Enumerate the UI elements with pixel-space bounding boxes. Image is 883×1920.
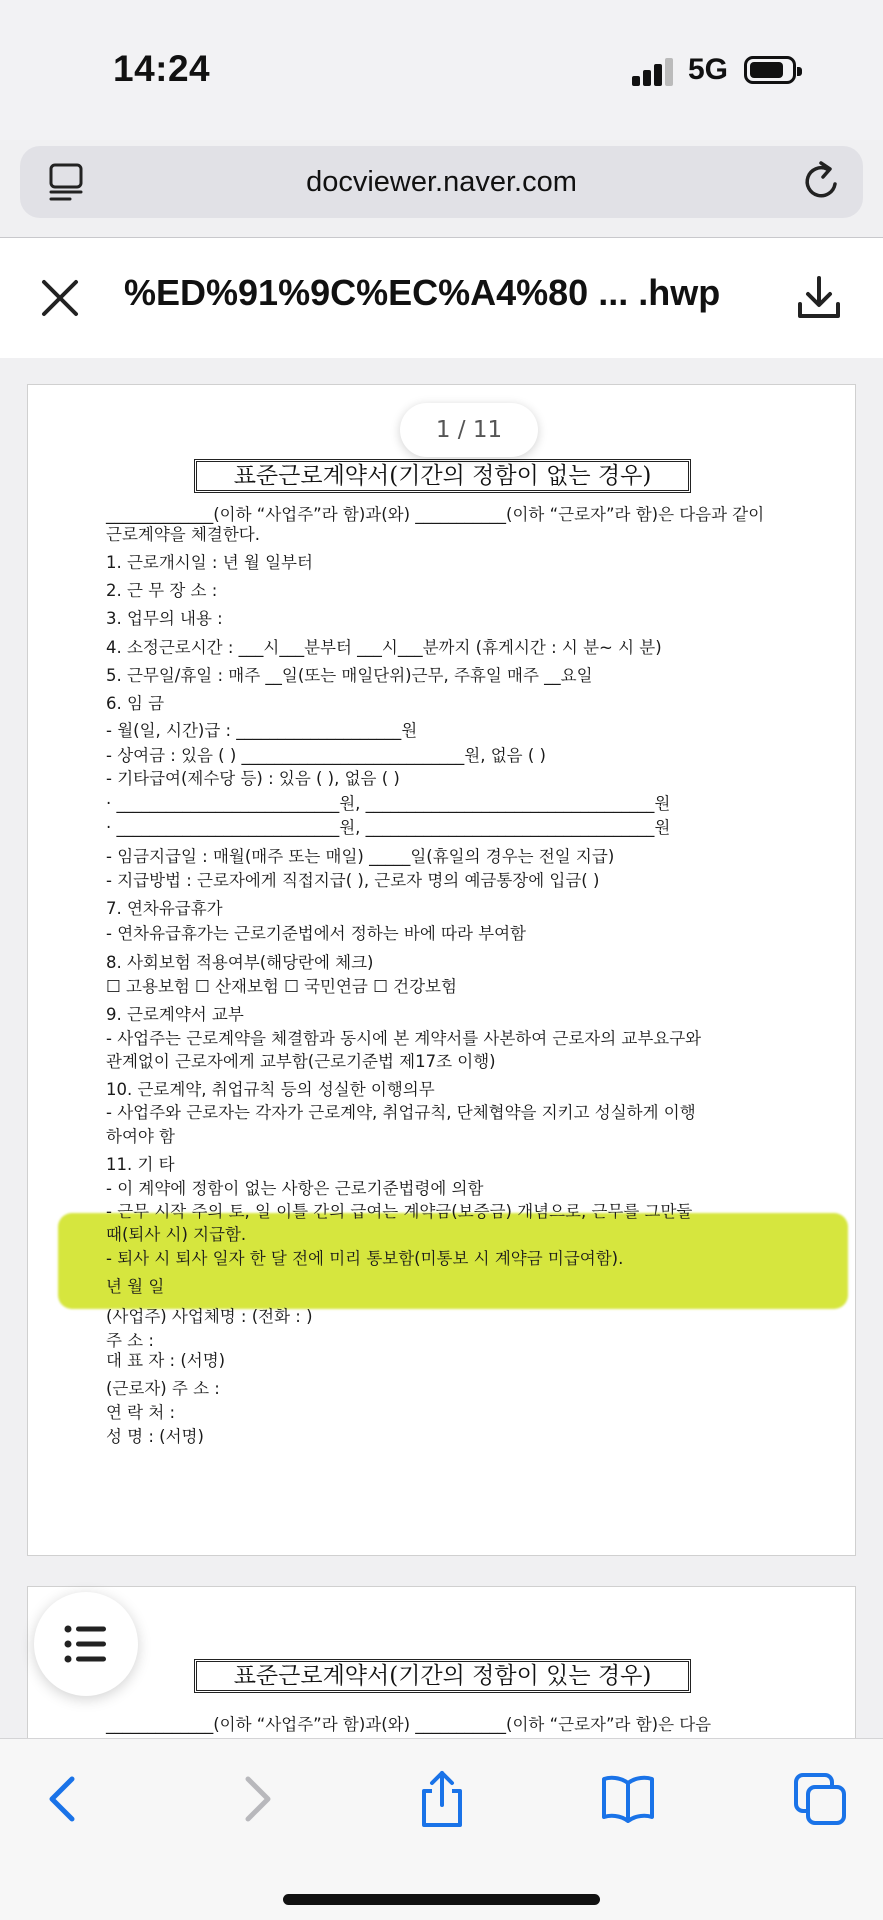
document-line: 주 소 : <box>106 1331 154 1350</box>
document-line: 근로계약을 체결한다. <box>106 525 260 544</box>
document-line: (사업주) 사업체명 : (전화 : ) <box>106 1307 313 1326</box>
document-line: 2. 근 무 장 소 : <box>106 581 218 600</box>
document-line: - 월(일, 시간)급 : ____________________원 <box>106 721 418 740</box>
document-viewer[interactable] <box>0 358 883 1738</box>
download-icon[interactable] <box>796 274 842 320</box>
document-line: - 상여금 : 있음 ( ) ___________________________원, 없음 ( ) <box>106 746 546 765</box>
document-line: _____________(이하 “사업주”라 함)과(와) ___________(이하 “근로자”라 함)은 다음 <box>106 1715 712 1734</box>
back-icon[interactable] <box>34 1769 94 1829</box>
document-line: 년 월 일 <box>106 1277 165 1296</box>
document-line: · ___________________________원, ___________________________________원 <box>106 794 671 813</box>
document-line: 6. 임 금 <box>106 694 165 713</box>
bookmarks-icon[interactable] <box>598 1769 658 1829</box>
url-bar[interactable] <box>20 146 863 218</box>
status-time: 14:24 <box>113 48 211 89</box>
document-line: - 지급방법 : 근로자에게 직접지급( ), 근로자 명의 예금통장에 입금( ) <box>106 871 600 890</box>
document-line: 하여야 함 <box>106 1127 176 1146</box>
document-line: 3. 업무의 내용 : <box>106 609 223 628</box>
document-line: 9. 근로계약서 교부 <box>106 1005 244 1024</box>
document-line: 연 락 처 : <box>106 1403 176 1422</box>
home-indicator <box>283 1894 600 1905</box>
menu-list-icon <box>64 1624 108 1664</box>
status-bar <box>0 0 883 140</box>
document-line: - 근무 시작 주의 토, 일 이틀 간의 급여는 계약금(보증금) 개념으로, 근무를 그만둘 <box>106 1202 693 1221</box>
document-line: _____________(이하 “사업주”라 함)과(와) ___________(이하 “근로자”라 함)은 다음과 같이 <box>106 505 765 524</box>
menu-list-button[interactable] <box>34 1592 138 1696</box>
signal-icon <box>632 58 674 86</box>
document-title-2: 표준근로계약서(기간의 정함이 있는 경우) <box>194 1659 691 1693</box>
document-line: 8. 사회보험 적용여부(해당란에 체크) <box>106 953 374 972</box>
close-icon[interactable] <box>38 276 82 320</box>
document-line: - 퇴사 시 퇴사 일자 한 달 전에 미리 통보함(미통보 시 계약금 미급여함). <box>106 1249 624 1268</box>
document-page-2 <box>27 1586 856 1738</box>
bottom-toolbar <box>0 1738 883 1920</box>
tabs-icon[interactable] <box>790 1769 850 1829</box>
document-line: 4. 소정근로시간 : ___시___분부터 ___시___분까지 (휴게시간 : 시 분~ 시 분) <box>106 638 662 657</box>
document-line: 5. 근무일/휴일 : 매주 __일(또는 매일단위)근무, 주휴일 매주 __요일 <box>106 666 593 685</box>
document-line: 대 표 자 : (서명) <box>106 1351 226 1370</box>
document-line: - 사업주는 근로계약을 체결함과 동시에 본 계약서를 사본하여 근로자의 교부요구와 <box>106 1029 702 1048</box>
document-line: 때(퇴사 시) 지급함. <box>106 1225 247 1244</box>
document-line: 성 명 : (서명) <box>106 1427 204 1446</box>
document-line: - 사업주와 근로자는 각자가 근로계약, 취업규칙, 단체협약을 지키고 성실하게 이행 <box>106 1103 696 1122</box>
network-label: 5G <box>688 53 729 86</box>
document-line: - 이 계약에 정함이 없는 사항은 근로기준법령에 의함 <box>106 1179 484 1198</box>
document-line: ☐ 고용보험 ☐ 산재보험 ☐ 국민연금 ☐ 건강보험 <box>106 977 457 996</box>
document-line: - 기타급여(제수당 등) : 있음 ( ), 없음 ( ) <box>106 769 400 788</box>
document-line: 11. 기 타 <box>106 1155 175 1174</box>
document-line: - 연차유급휴가는 근로기준법에서 정하는 바에 따라 부여함 <box>106 924 526 943</box>
document-line: 7. 연차유급휴가 <box>106 899 223 918</box>
reload-icon[interactable] <box>799 160 843 204</box>
forward-icon[interactable] <box>226 1769 286 1829</box>
document-line: 1. 근로개시일 : 년 월 일부터 <box>106 553 313 572</box>
viewer-header <box>0 238 883 358</box>
battery-icon <box>744 56 796 84</box>
file-name: %ED%91%9C%EC%A4%80 ... .hwp <box>124 272 721 313</box>
document-line: - 임금지급일 : 매월(매주 또는 매일) _____일(휴일의 경우는 전일 지급) <box>106 847 615 866</box>
page-indicator: 1 / 11 <box>400 403 538 457</box>
reader-icon[interactable] <box>48 162 84 202</box>
share-icon[interactable] <box>412 1769 472 1829</box>
document-line: 10. 근로계약, 취업규칙 등의 성실한 이행의무 <box>106 1080 435 1099</box>
url-text[interactable]: docviewer.naver.com <box>306 166 577 198</box>
document-line: · ___________________________원, ___________________________________원 <box>106 818 671 837</box>
document-title: 표준근로계약서(기간의 정함이 없는 경우) <box>194 459 691 493</box>
document-line: 관계없이 근로자에게 교부함(근로기준법 제17조 이행) <box>106 1052 496 1071</box>
document-page-1 <box>27 384 856 1556</box>
document-line: (근로자) 주 소 : <box>106 1379 220 1398</box>
